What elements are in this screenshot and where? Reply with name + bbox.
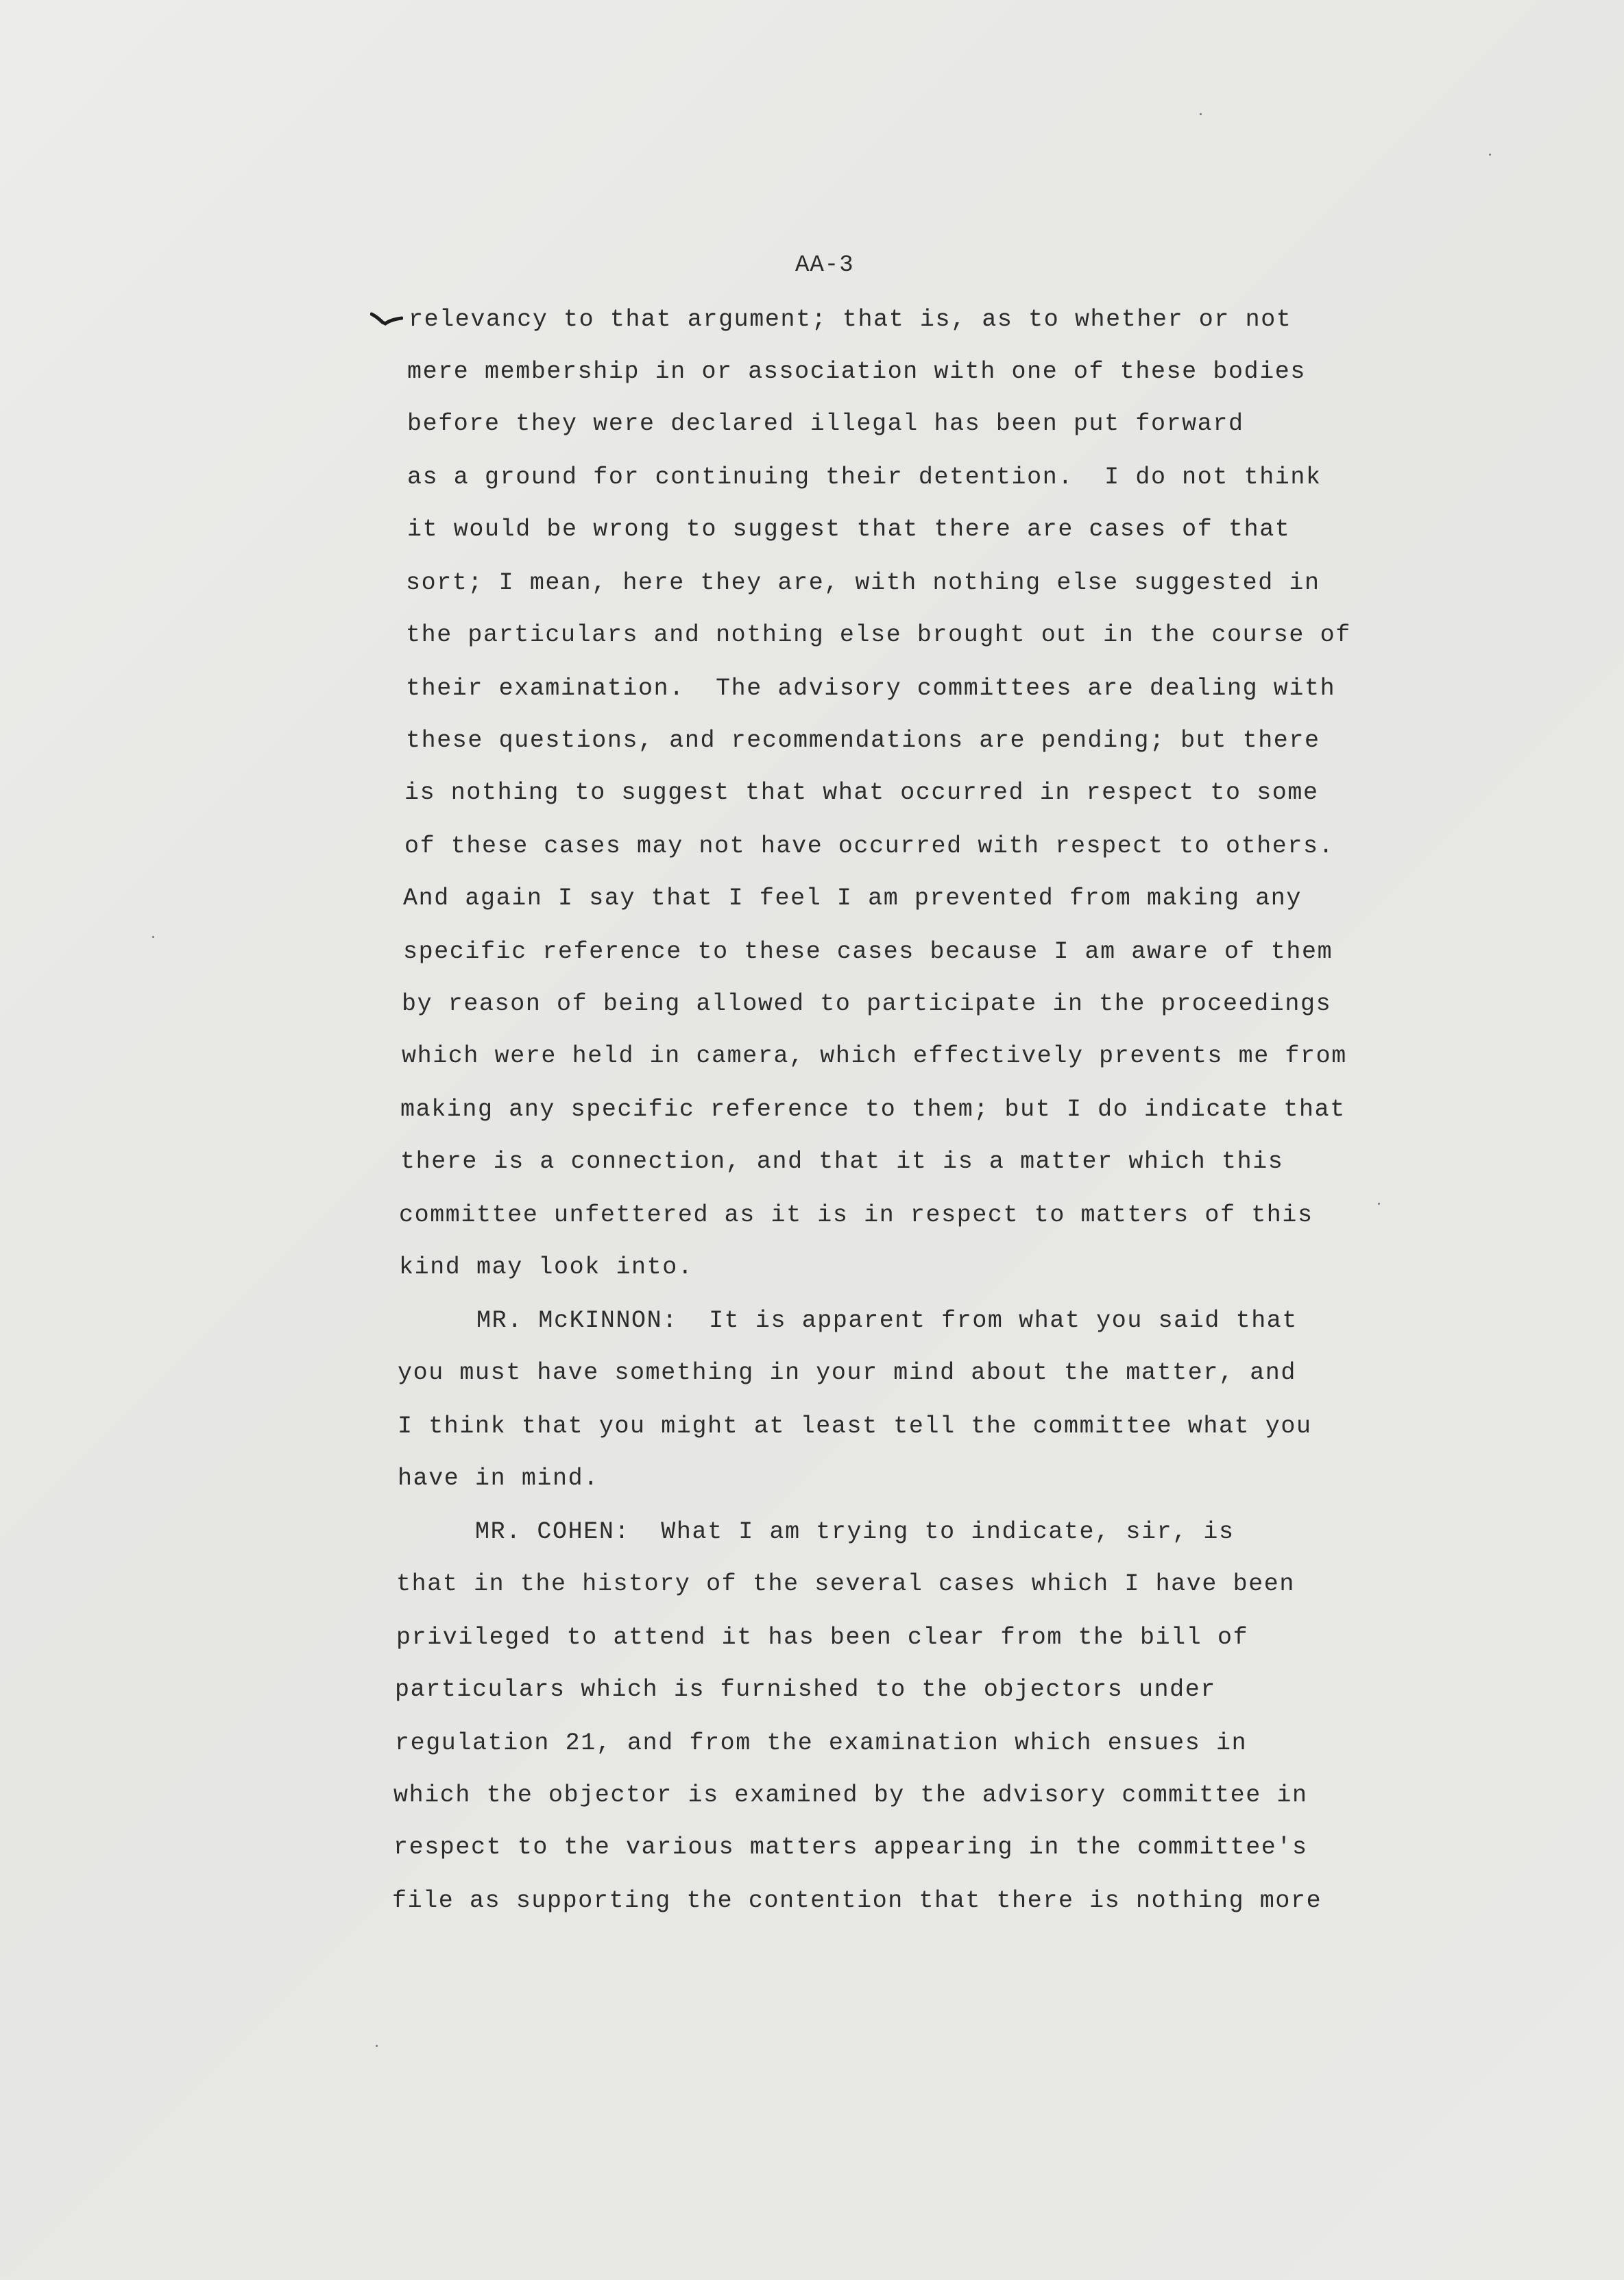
text-line: it would be wrong to suggest that there are cases of that: [407, 516, 1291, 543]
paper-speck: [152, 936, 154, 938]
text-line: the particulars and nothing else brought out in the course of: [406, 621, 1351, 649]
text-line: MR. McKINNON: It is apparent from what you said that: [399, 1307, 1298, 1334]
text-line: their examination. The advisory committees are dealing with: [406, 675, 1336, 702]
text-line: relevancy to that argument; that is, as to whether or not: [409, 306, 1292, 333]
page-number: AA-3: [795, 252, 854, 278]
text-line: respect to the various matters appearing in the committee's: [393, 1834, 1308, 1861]
text-line: privileged to attend it has been clear from the bill of: [396, 1624, 1249, 1651]
text-line: kind may look into.: [399, 1253, 694, 1281]
text-line: which the objector is examined by the advisory committee in: [393, 1781, 1308, 1809]
text-line: by reason of being allowed to participate in the proceedings: [402, 990, 1332, 1018]
text-line: I think that you might at least tell the committee what you: [398, 1413, 1312, 1440]
text-line: making any specific reference to them; but I do indicate that: [400, 1096, 1346, 1123]
text-line: of these cases may not have occurred with respect to others.: [404, 832, 1335, 860]
text-line: which were held in camera, which effectively prevents me from: [402, 1042, 1347, 1070]
text-line: you must have something in your mind about the matter, and: [398, 1359, 1296, 1387]
text-line: that in the history of the several cases which I have been: [396, 1570, 1295, 1598]
text-line: MR. COHEN: What I am trying to indicate, sir, is: [398, 1518, 1235, 1546]
text-line: as a ground for continuing their detention. I do not think: [407, 464, 1322, 491]
text-line: there is a connection, and that it is a matter which this: [400, 1148, 1284, 1175]
paper-speck: [376, 2045, 378, 2047]
text-line: committee unfettered as it is in respect to matters of this: [399, 1201, 1313, 1229]
text-line: mere membership in or association with one of these bodies: [407, 358, 1306, 385]
text-line: file as supporting the contention that there is nothing more: [392, 1887, 1322, 1915]
check-mark-icon: [370, 310, 403, 328]
paper-speck: [1378, 1203, 1380, 1205]
paper-speck: [1489, 154, 1491, 156]
text-line: regulation 21, and from the examination which ensues in: [395, 1729, 1248, 1757]
text-line: And again I say that I feel I am prevented from making any: [403, 885, 1302, 912]
text-line: sort; I mean, here they are, with nothing else suggested in: [406, 569, 1320, 597]
text-line: these questions, and recommendations are pending; but there: [406, 727, 1320, 754]
paper-speck: [1200, 113, 1202, 115]
text-line: particulars which is furnished to the objectors under: [395, 1676, 1216, 1703]
text-line: specific reference to these cases because I am aware of them: [403, 938, 1333, 965]
text-line: is nothing to suggest that what occurred in respect to some: [404, 779, 1319, 806]
text-line: have in mind.: [398, 1465, 599, 1492]
text-line: before they were declared illegal has been put forward: [407, 410, 1244, 437]
